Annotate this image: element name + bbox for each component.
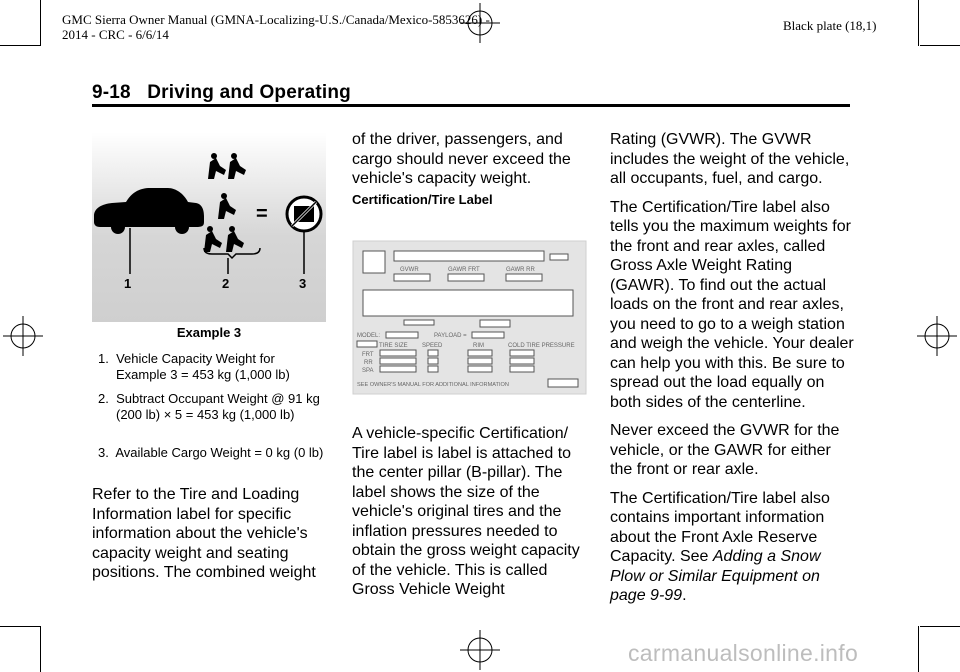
tire-size-label: TIRE SIZE: [379, 343, 408, 349]
callout-3: 3: [299, 276, 307, 291]
svg-text:–: –: [176, 199, 189, 224]
text-column: [610, 130, 854, 615]
label-footer-text: SEE OWNER'S MANUAL FOR ADDITIONAL INFORMATION: [357, 382, 509, 388]
registration-mark-icon: [917, 316, 957, 356]
crop-mark: [918, 626, 919, 672]
page-title: [92, 82, 351, 104]
page-number: 9-18: [92, 82, 131, 103]
gawr-rr-label: GAWR RR: [506, 267, 535, 273]
rim-label: RIM: [473, 343, 484, 349]
section-title: Driving and Operating: [147, 82, 351, 103]
body-paragraph: Rating (GVWR). The GVWR includes the weight of the vehicle, all occupants, fuel, and cargo.: [610, 131, 850, 187]
rr-label: RR: [364, 360, 373, 366]
callout-2: 2: [222, 276, 230, 291]
figure-caption: Certification/Tire Label: [352, 192, 493, 207]
list-item: 1. Vehicle Capacity Weight for Example 3 = 453 kg (1,000 lb): [98, 351, 290, 382]
header-plate: Black plate (18,1): [783, 18, 877, 33]
speed-label: SPEED: [422, 343, 443, 349]
gvwr-label: GVWR: [400, 267, 419, 273]
body-paragraph: Never exceed the GVWR for the vehicle, or the GAWR for either the front or rear axle.: [610, 422, 840, 478]
example-3-illustration: [92, 132, 326, 322]
body-paragraph: of the driver, passengers, and cargo should never exceed the vehicle's capacity weight.: [352, 131, 571, 187]
heading-rule: [92, 104, 850, 107]
callout-1: 1: [124, 276, 132, 291]
figure-caption: Example 3: [176, 325, 242, 340]
payload-label: PAYLOAD =: [434, 333, 467, 339]
crop-mark: [40, 0, 41, 46]
model-label: MODEL:: [357, 333, 381, 339]
crop-mark: [40, 626, 41, 672]
body-paragraph: The Certification/Tire label also tells you the maximum weights for the front and rear axles, called Gross Axle Weight Rating (GAWR). To find out the actual loads on the front and rear axles, you need to go to a weigh station and weigh the vehicle. Your dealer can help you with this. Be sure to spread out the load equally on both sides of the centerline.: [610, 198, 854, 411]
occupant-icon: [204, 153, 246, 252]
list-item: 2. Subtract Occupant Weight @ 91 kg (200 lb) × 5 = 453 kg (1,000 lb): [98, 391, 320, 422]
body-paragraph: The Certification/Tire label also contains important information about the Front Axle Reserve Capacity. See Adding a Snow Plow or Similar Equipment on page 9-99.: [610, 489, 830, 604]
frt-label: FRT: [362, 352, 374, 358]
crop-mark: [0, 45, 40, 46]
spa-label: SPA: [362, 368, 374, 374]
list-item: 3. Available Cargo Weight = 0 kg (0 lb): [98, 445, 324, 460]
svg-text:=: =: [256, 203, 268, 225]
cold-tire-pressure-label: COLD TIRE PRESSURE: [508, 343, 575, 349]
no-cargo-icon: [287, 197, 321, 231]
crop-mark: [920, 45, 960, 46]
body-paragraph: A vehicle-specific Certification/ Tire label is label is attached to the center pillar (B-pillar). The label shows the size of the vehicle's original tires and the inflation pressures needed to obtain the gross weight capacity of the vehicle. This is called Gross Vehicle Weight: [352, 425, 580, 598]
gawr-frt-label: GAWR FRT: [448, 267, 480, 273]
crop-mark: [918, 0, 919, 46]
registration-mark-icon: [460, 630, 500, 670]
registration-mark-icon: [3, 316, 43, 356]
body-paragraph: Refer to the Tire and Loading Information label for specific information about the vehicle's capacity weight and seating positions. The combined weight: [92, 486, 316, 581]
watermark: carmanualsonline.info: [628, 640, 859, 666]
cross-reference-link[interactable]: Adding a Snow Plow or Similar Equipment on page 9-99: [610, 548, 821, 604]
crop-mark: [920, 626, 960, 627]
certification-tire-label-illustration: [352, 240, 587, 395]
header-document-info: GMC Sierra Owner Manual (GMNA-Localizing-U.S./Canada/Mexico-5853626) - 2014 - CRC - 6/6/14: [62, 12, 490, 42]
crop-mark: [0, 626, 40, 627]
